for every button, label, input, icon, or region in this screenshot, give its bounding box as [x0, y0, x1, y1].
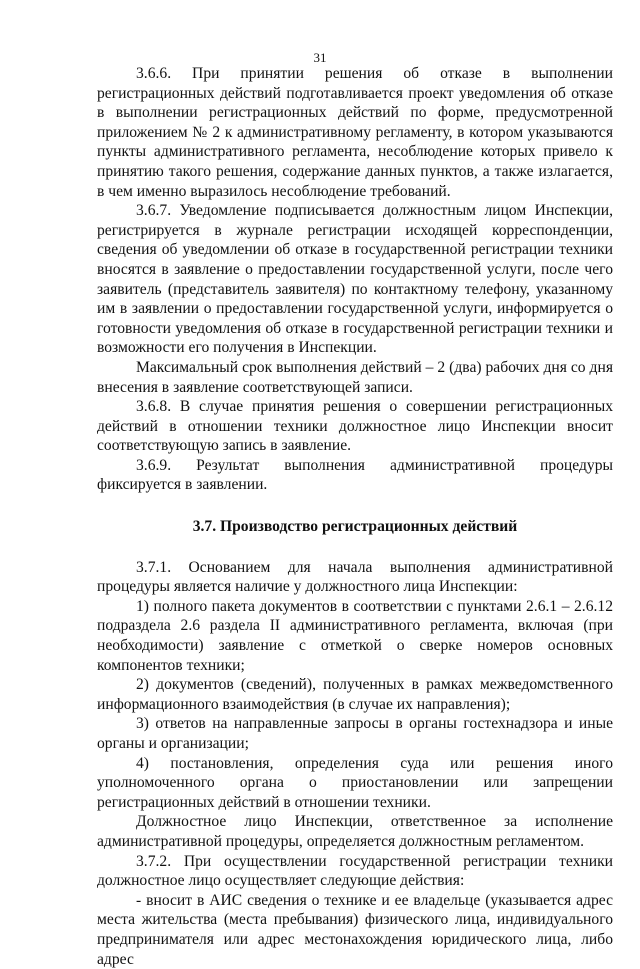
- document-body: [97, 64, 613, 969]
- paragraph-official: Должностное лицо Инспекции, ответственное за исполнение административной процедуры, определяется должностным регламентом.: [97, 813, 613, 850]
- paragraph-3-6-7: 3.6.7. Уведомление подписывается должностным лицом Инспекции, регистрируется в журнале регистрации исходящей корреспонденции, сведения об уведомлении об отказе в государственной регистрации техники вносятся в заявление о предоставлении государственной услуги, после чего заявитель (представитель заявителя) по контактному телефону, указанному им в заявлении о предоставлении государственной услуги, информируется о готовности уведомления об отказе в государственной регистрации техники и возможности его получения в Инспекции.: [97, 202, 613, 357]
- paragraph-3-6-6: 3.6.6. При принятии решения об отказе в выполнении регистрационных действий подготавливается проект уведомления об отказе в выполнении регистрационных действий по форме, предусмотренной приложением № 2 к административному регламенту, в котором указываются пункты административного регламента, несоблюдение которых привело к принятию такого решения, содержание данных пунктов, а также излагается, в чем именно выразилось несоблюдение требований.: [97, 65, 613, 200]
- paragraph-3-6-8: 3.6.8. В случае принятия решения о совершении регистрационных действий в отношении техники должностное лицо Инспекции вносит соответствующую запись в заявление.: [97, 398, 613, 455]
- paragraph-3-7-2: 3.7.2. При осуществлении государственной регистрации техники должностное лицо осуществляет следующие действия:: [97, 852, 613, 890]
- section-heading-3-7: 3.7. Производство регистрационных действий: [192, 518, 518, 536]
- paragraph-max-term: Максимальный срок выполнения действий – 2 (два) рабочих дня со дня внесения в заявление соответствующей записи.: [97, 358, 613, 396]
- list-item-2: 2) документов (сведений), полученных в рамках межведомственного информационного взаимодействия (в случае их направления);: [97, 676, 613, 713]
- page-number: 31: [313, 50, 327, 65]
- list-item-4: 4) постановления, определения суда или решения иного уполномоченного органа о приостановлении или запрещении регистрационных действий в отношении техники.: [97, 754, 613, 811]
- list-item-1: 1) полного пакета документов в соответствии с пунктами 2.6.1 – 2.6.12 подраздела 2.6 раздела II административного регламента, включая (при необходимости) заявление с отметкой о сверке номеров основных компонентов техники;: [97, 597, 613, 674]
- paragraph-3-6-9: 3.6.9. Результат выполнения административной процедуры фиксируется в заявлении.: [97, 456, 613, 494]
- list-item-3: 3) ответов на направленные запросы в органы гостехнадзора и иные органы и организации;: [97, 715, 613, 752]
- dash-item-1: - вносит в АИС сведения о технике и ее владельце (указывается адрес места жительства (места пребывания) физического лица, индивидуального предпринимателя или адрес местонахождения юридического лица, либо адрес: [97, 891, 613, 968]
- paragraph-3-7-1: 3.7.1. Основанием для начала выполнения административной процедуры является наличие у должностного лица Инспекции:: [97, 558, 613, 596]
